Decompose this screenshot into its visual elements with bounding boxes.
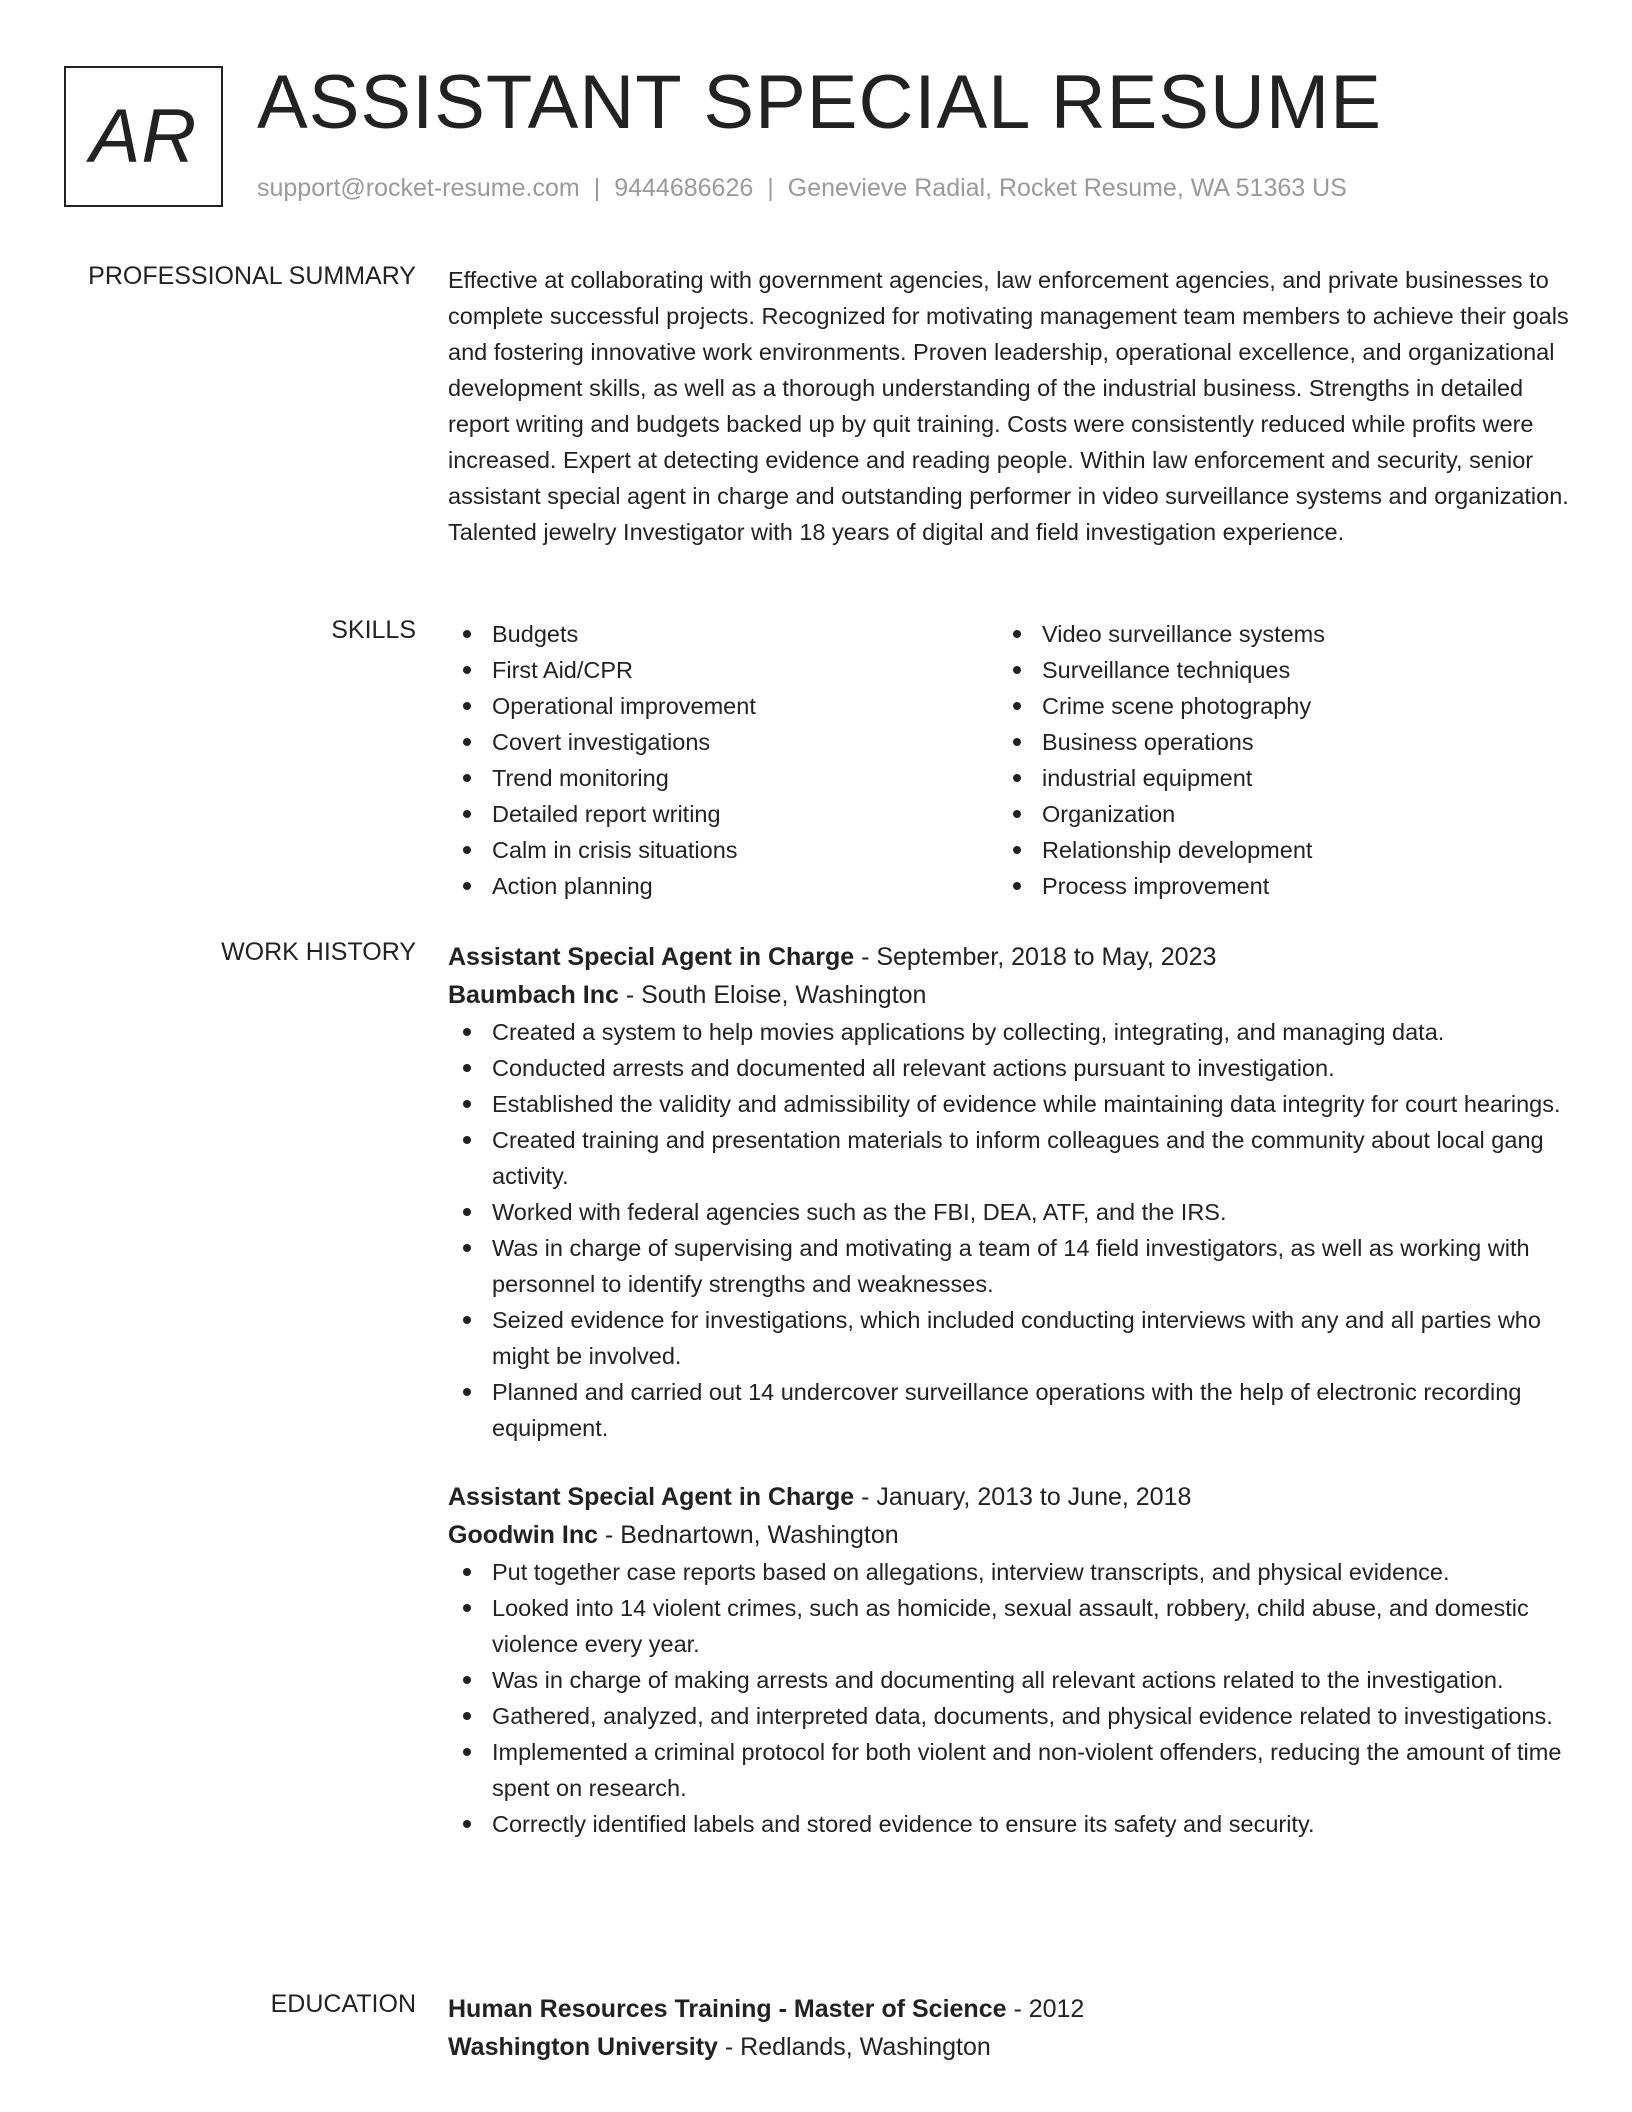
education-degree-line — [448, 1990, 1572, 2028]
job-company: Goodwin Inc — [448, 1521, 598, 1549]
job-location: - South Eloise, Washington — [618, 981, 927, 1009]
education-degree: Human Resources Training - Master of Science — [448, 1995, 1007, 2023]
contact-phone[interactable]: 9444686626 — [614, 174, 754, 202]
skill-item: Organization — [1042, 796, 1548, 832]
skill-item: Operational improvement — [492, 688, 998, 724]
contact-email[interactable]: support@rocket-resume.com — [257, 174, 580, 202]
education-location: - Redlands, Washington — [717, 2033, 991, 2061]
resume-title: ASSISTANT SPECIAL RESUME — [257, 60, 1382, 145]
section-label-summary: PROFESSIONAL SUMMARY — [88, 262, 416, 290]
job-duties — [448, 1554, 1572, 1842]
skill-item: Relationship development — [1042, 832, 1548, 868]
contact-line — [257, 174, 1347, 203]
education-body — [448, 1990, 1572, 2066]
job-duty-item: Put together case reports based on allegations, interview transcripts, and physical evidence. — [492, 1554, 1572, 1590]
job-company: Baumbach Inc — [448, 981, 619, 1009]
job-duty-item: Implemented a criminal protocol for both violent and non-violent offenders, reducing the amount of time spent on research. — [492, 1734, 1572, 1806]
job-entry — [448, 938, 1572, 1446]
section-label-work-history: WORK HISTORY — [221, 938, 416, 966]
job-duty-item: Conducted arrests and documented all relevant actions pursuant to investigation. — [492, 1050, 1572, 1086]
initials-text: AR — [89, 94, 198, 179]
skill-item: Trend monitoring — [492, 760, 998, 796]
job-title-line — [448, 938, 1572, 976]
job-company-line — [448, 976, 1572, 1014]
job-duty-item: Established the validity and admissibility of evidence while maintaining data integrity for court hearings. — [492, 1086, 1572, 1122]
education-school: Washington University — [448, 2033, 718, 2061]
skill-item: Video surveillance systems — [1042, 616, 1548, 652]
skill-item: First Aid/CPR — [492, 652, 998, 688]
job-title-line — [448, 1478, 1572, 1516]
summary-text: Effective at collaborating with government agencies, law enforcement agencies, and private businesses to complete successful projects. Recognized for motivating management team members to achieve their goals and fostering innovative work environments. Proven leadership, operational excellence, and organizational development skills, as well as a thorough understanding of the industrial business. Strengths in detailed report writing and budgets backed up by quit training. Costs were consistently reduced while profits were increased. Expert at detecting evidence and reading people. Within law enforcement and security, senior assistant special agent in charge and outstanding performer in video surveillance systems and organization. Talented jewelry Investigator with 18 years of digital and field investigation experience. — [448, 267, 1569, 545]
job-location: - Bednartown, Washington — [598, 1521, 899, 1549]
skill-item: industrial equipment — [1042, 760, 1548, 796]
job-duty-item: Created training and presentation materials to inform colleagues and the community about local gang activity. — [492, 1122, 1572, 1194]
section-label-skills: SKILLS — [331, 616, 416, 644]
section-label-education: EDUCATION — [270, 1990, 416, 2018]
skill-item: Action planning — [492, 868, 998, 904]
job-duty-item: Correctly identified labels and stored evidence to ensure its safety and security. — [492, 1806, 1572, 1842]
job-company-line — [448, 1516, 1572, 1554]
summary-body — [448, 262, 1572, 550]
job-duty-item: Was in charge of supervising and motivating a team of 14 field investigators, as well as working with personnel to identify strengths and weaknesses. — [492, 1230, 1572, 1302]
skill-item: Budgets — [492, 616, 998, 652]
education-year: - 2012 — [1006, 1995, 1085, 2023]
job-duty-item: Looked into 14 violent crimes, such as homicide, sexual assault, robbery, child abuse, and domestic violence every year. — [492, 1590, 1572, 1662]
job-dates: - January, 2013 to June, 2018 — [854, 1483, 1192, 1511]
job-duty-item: Was in charge of making arrests and documenting all relevant actions related to the investigation. — [492, 1662, 1572, 1698]
skills-column-right — [998, 616, 1548, 904]
job-duty-item: Planned and carried out 14 undercover surveillance operations with the help of electronic recording equipment. — [492, 1374, 1572, 1446]
skill-item: Calm in crisis situations — [492, 832, 998, 868]
contact-separator: | — [593, 174, 601, 202]
work-history-body — [448, 938, 1572, 1842]
contact-address: Genevieve Radial, Rocket Resume, WA 51363 US — [787, 174, 1347, 202]
job-title: Assistant Special Agent in Charge — [448, 1483, 855, 1511]
job-duty-item: Worked with federal agencies such as the FBI, DEA, ATF, and the IRS. — [492, 1194, 1572, 1230]
skills-body — [448, 616, 1572, 904]
job-duty-item: Seized evidence for investigations, which included conducting interviews with any and all parties who might be involved. — [492, 1302, 1572, 1374]
job-duty-item: Gathered, analyzed, and interpreted data, documents, and physical evidence related to investigations. — [492, 1698, 1572, 1734]
job-dates: - September, 2018 to May, 2023 — [854, 943, 1217, 971]
job-entry — [448, 1478, 1572, 1842]
contact-separator: | — [767, 174, 774, 202]
skill-item: Business operations — [1042, 724, 1548, 760]
skill-item: Crime scene photography — [1042, 688, 1548, 724]
education-school-line — [448, 2028, 1572, 2066]
skills-column-left — [448, 616, 998, 904]
job-title: Assistant Special Agent in Charge — [448, 943, 855, 971]
skill-item: Detailed report writing — [492, 796, 998, 832]
skill-item: Surveillance techniques — [1042, 652, 1548, 688]
job-duties — [448, 1014, 1572, 1446]
skill-item: Covert investigations — [492, 724, 998, 760]
job-duty-item: Created a system to help movies applications by collecting, integrating, and managing data. — [492, 1014, 1572, 1050]
initials-monogram — [64, 66, 223, 207]
skill-item: Process improvement — [1042, 868, 1548, 904]
